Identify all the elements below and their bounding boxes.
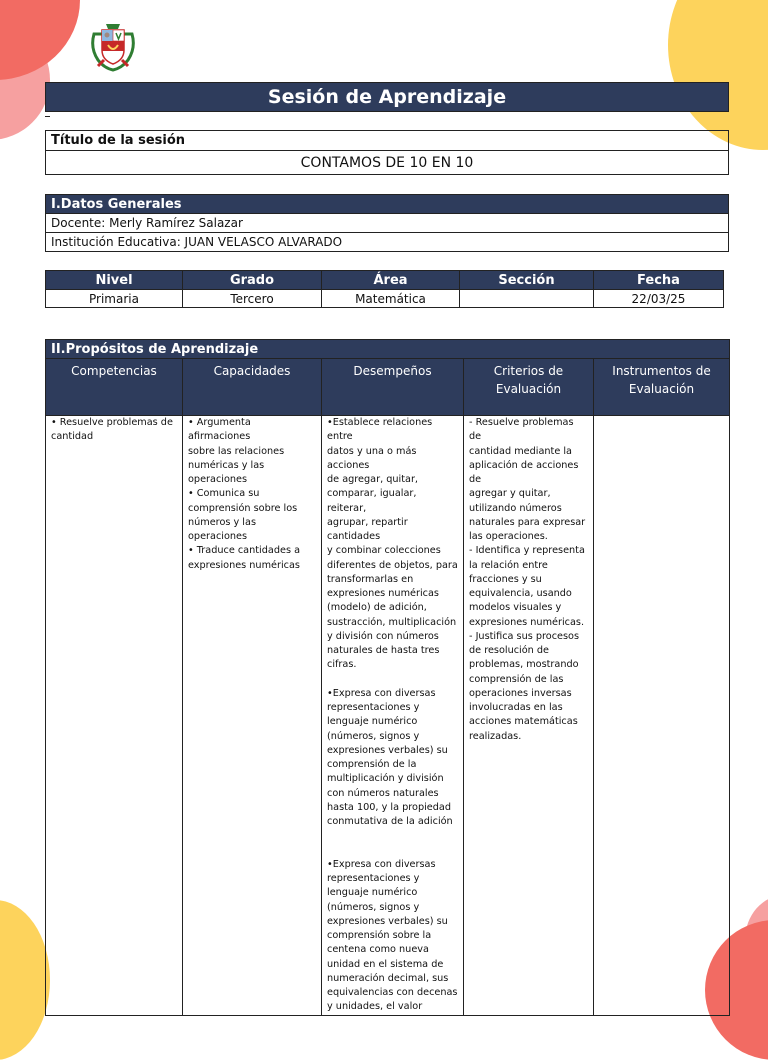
capacidades-text: • Argumenta afirmaciones sobre las relaciones numéricas y las operaciones • Comunica su comprensión sobre los números y las operaciones • Traduce cantidades a expresiones numéricas — [188, 417, 301, 571]
session-title-table — [45, 130, 729, 175]
cell-desempenos — [322, 416, 464, 1016]
general-data-heading: I.Datos Generales — [46, 195, 729, 214]
value-grado: Tercero — [183, 290, 322, 308]
session-title-label: Título de la sesión — [46, 131, 729, 151]
header-area: Área — [322, 271, 460, 290]
learning-purposes-heading: II.Propósitos de Aprendizaje — [46, 340, 730, 359]
institucion-field: Institución Educativa: JUAN VELASCO ALVARADO — [46, 233, 729, 252]
header-seccion: Sección — [460, 271, 594, 290]
header-desempenos: Desempeños — [322, 359, 464, 416]
header-nivel: Nivel — [46, 271, 183, 290]
criterios-text: - Resuelve problemas de cantidad mediante la aplicación de acciones de agregar y quitar, utilizando números naturales para expresar las operaciones. - Identifica y representa la relación entre fracciones y su equivalencia, usando modelos visuales y expresiones numéricas. - Justifica sus procesos de resolución de problemas, mostrando comprensión de las operaciones inversas involucradas en las acciones matemáticas realizadas. — [469, 417, 586, 742]
cell-instrumentos — [594, 416, 730, 1016]
level-info-table — [45, 270, 724, 308]
cell-competencias — [46, 416, 183, 1016]
value-fecha: 22/03/25 — [594, 290, 724, 308]
learning-purposes-table — [45, 339, 730, 1016]
header-grado: Grado — [183, 271, 322, 290]
value-seccion — [460, 290, 594, 308]
divider — [45, 116, 50, 117]
decor-blob-top-right-yellow — [668, 0, 768, 150]
header-instrumentos: Instrumentos de Evaluación — [594, 359, 730, 416]
competencias-text: • Resuelve problemas de cantidad — [51, 417, 173, 443]
header-capacidades: Capacidades — [183, 359, 322, 416]
cell-criterios — [464, 416, 594, 1016]
peru-coat-of-arms-icon — [88, 20, 138, 74]
page-title: Sesión de Aprendizaje — [45, 82, 729, 112]
cell-capacidades — [183, 416, 322, 1016]
value-nivel: Primaria — [46, 290, 183, 308]
general-data-table — [45, 194, 729, 252]
header-fecha: Fecha — [594, 271, 724, 290]
session-title-value: CONTAMOS DE 10 EN 10 — [46, 151, 729, 175]
header-competencias: Competencias — [46, 359, 183, 416]
header-criterios: Criterios de Evaluación — [464, 359, 594, 416]
value-area: Matemática — [322, 290, 460, 308]
decor-blob-bottom-left-yellow — [0, 900, 50, 1060]
docente-field: Docente: Merly Ramírez Salazar — [46, 214, 729, 233]
desempenos-text: •Establece relaciones entre datos y una o más acciones de agregar, quitar, comparar, igualar, reiterar, agrupar, repartir cantidades y combinar colecciones diferentes de objetos, para transformarlas en expresiones numéricas (modelo) de adición, sustracción, multiplicación y división con números naturales de hasta tres cifras. •Expresa con diversas representaciones y lenguaje numérico (números, signos y expresiones verbales) su comprensión de la multiplicación y división con números naturales hasta 100, y la propiedad conmutativa de la adición •Expresa con diversas representaciones y lenguaje numérico (números, signos y expresiones verbales) su comprensión sobre la centena como nueva unidad en el sistema de numeración decimal, sus equivalencias con decenas y unidades, el valor — [327, 417, 458, 1013]
